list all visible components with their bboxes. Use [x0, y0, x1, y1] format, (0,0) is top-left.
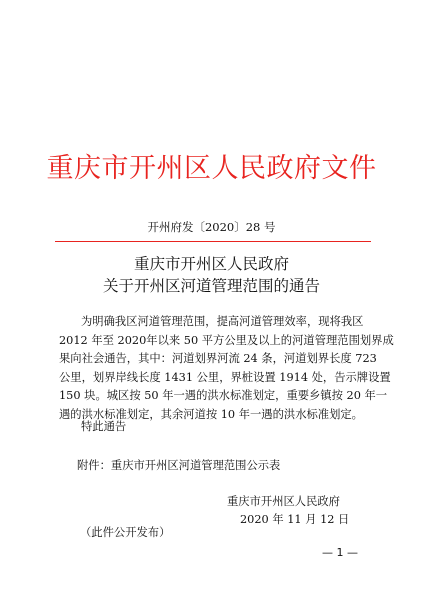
red-divider-line	[55, 241, 371, 242]
issue-date: 2020 年 11 月 12 日	[240, 513, 350, 526]
body-line: 2012 年至 2020年以来 50 平方公里及以上的河道管理范围划界成	[59, 333, 394, 347]
notice-body	[59, 313, 394, 424]
body-line: 公里，划界岸线长度 1431 公里，界桩设置 1914 处，告示牌设置	[59, 370, 391, 384]
document-header-title: 重庆市开州区人民政府文件	[46, 153, 377, 184]
notice-title-line-2: 关于开州区河道管理范围的通告	[102, 277, 320, 295]
notice-closing: 特此通告	[81, 420, 127, 433]
body-line: 为明确我区河道管理范围，提高河道管理效率，现将我区	[81, 315, 364, 328]
notice-title-line-1: 重庆市开州区人民政府	[133, 255, 289, 273]
body-line: 150 块。城区按 50 年一遇的洪水标准划定，重要乡镇按 20 年一	[59, 389, 388, 402]
body-line: 果向社会通告，其中：河道划界河流 24 条，河道划界长度 723	[59, 352, 377, 365]
issuer-signature: 重庆市开州区人民政府	[227, 495, 340, 508]
document-number: 开州府发〔2020〕28 号	[147, 220, 276, 234]
body-line: 遇的洪水标准划定，其余河道按 10 年一遇的洪水标准划定。	[59, 407, 363, 421]
page-number: — 1 —	[322, 546, 358, 559]
publish-note: （此件公开发布）	[80, 526, 171, 539]
attachment-line: 附件：重庆市开州区河道管理范围公示表	[77, 459, 281, 472]
